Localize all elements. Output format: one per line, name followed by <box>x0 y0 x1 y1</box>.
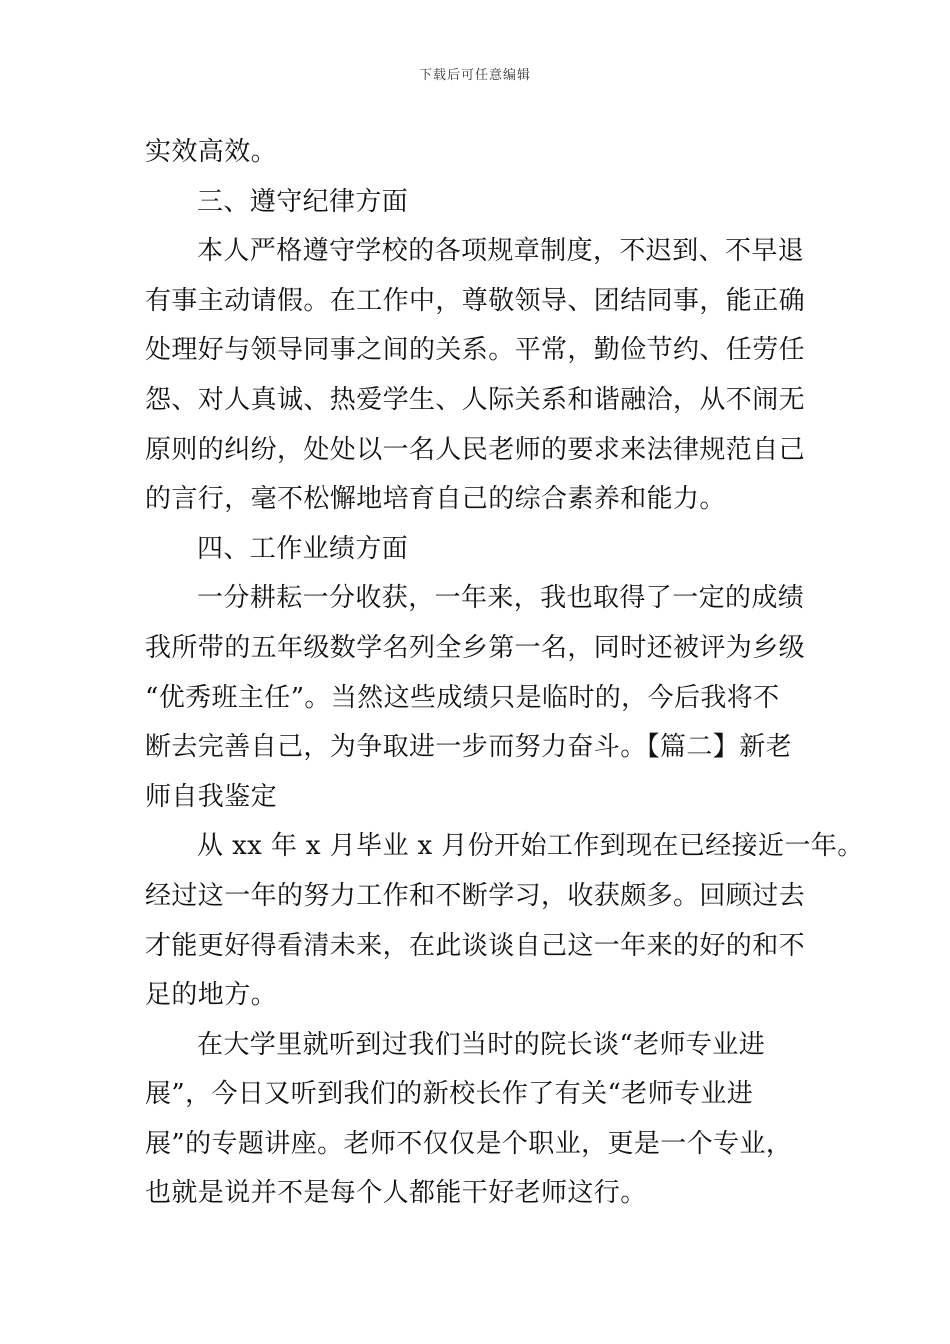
text-line: 处理好与领导同事之间的关系。平常，勤俭节约、任劳任 <box>145 335 806 366</box>
text-line: 师自我鉴定 <box>145 781 278 812</box>
text-line: 实效高效。 <box>145 137 278 167</box>
text-line: 的言行，毫不松懈地培育自己的综合素养和能力。 <box>145 484 726 515</box>
text-line: 本人严格遵守学校的各项规章制度，不迟到、不早退 <box>197 236 805 267</box>
text-line: 才能更好得看清未来，在此谈谈自己这一年来的好的和不 <box>145 930 806 961</box>
text-line: 怨、对人真诚、热爱学生、人际关系和谐融洽，从不闹无 <box>145 384 806 415</box>
text-line: 足的地方。 <box>145 980 278 1011</box>
section-heading: 三、遵守纪律方面 <box>197 186 409 217</box>
text-line: 经过这一年的努力工作和不断学习，收获颇多。回顾过去 <box>145 880 806 911</box>
text-line: 一分耕耘一分收获，一年来，我也取得了一定的成绩 <box>197 583 805 614</box>
text-line: 也就是说并不是每个人都能干好老师这行。 <box>145 1178 647 1209</box>
text-line: 从 xx 年 x 月毕业 x 月份开始工作到现在已经接近一年。 <box>197 831 864 862</box>
text-line: 断去完善自己，为争取进一步而努力奋斗。【篇二】新老 <box>145 732 793 763</box>
text-line: 原则的纠纷，处处以一名人民老师的要求来法律规范自己 <box>145 434 806 465</box>
text-line: “优秀班主任”。当然这些成绩只是临时的，今后我将不 <box>145 682 780 713</box>
document-body <box>145 128 864 1219</box>
text-line: 展”的专题讲座。老师不仅仅是个职业，更是一个专业， <box>145 1128 793 1159</box>
text-line: 展”，今日又听到我们的新校长作了有关“老师专业进 <box>145 1079 754 1110</box>
page-header: 下载后可任意编辑 <box>418 68 531 83</box>
text-line: 在大学里就听到过我们当时的院长谈“老师专业进 <box>197 1029 766 1060</box>
section-heading: 四、工作业绩方面 <box>197 533 409 564</box>
text-line: 有事主动请假。在工作中，尊敬领导、团结同事，能正确 <box>145 285 806 316</box>
text-line: 我所带的五年级数学名列全乡第一名，同时还被评为乡级 <box>145 632 806 663</box>
